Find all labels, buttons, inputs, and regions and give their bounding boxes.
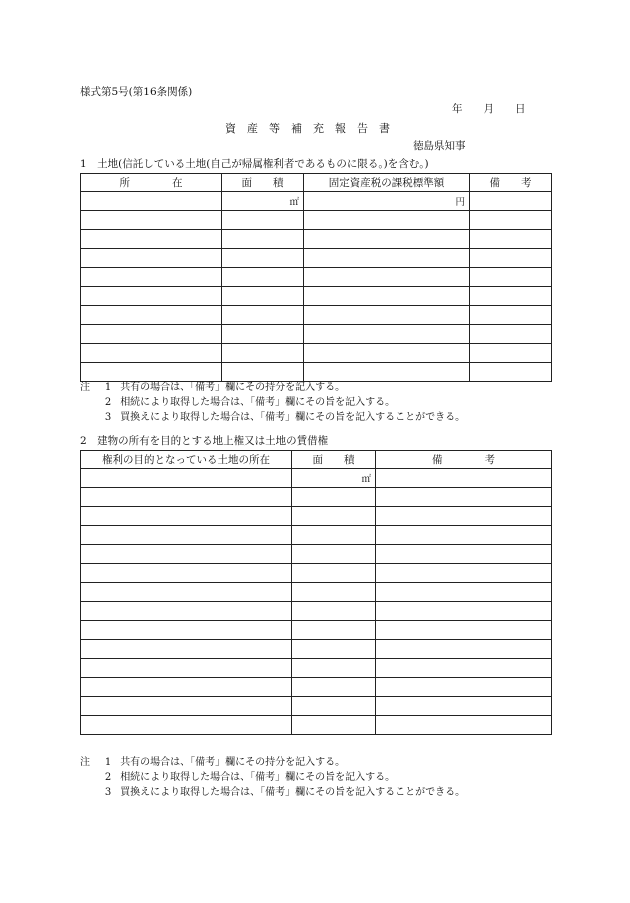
lease-remarks-cell[interactable] <box>376 678 552 697</box>
note-item: 注 1 共有の場合は、「備考」欄にその持分を記入する。 <box>80 757 346 768</box>
table-row <box>81 325 552 344</box>
land-tax-cell[interactable] <box>304 287 470 306</box>
table-row <box>81 621 552 640</box>
lease-location-cell[interactable] <box>81 583 292 602</box>
header-location: 所 在 <box>81 174 222 192</box>
table-row <box>81 306 552 325</box>
header-area: 面 積 <box>222 174 304 192</box>
lease-area-cell[interactable] <box>292 545 376 564</box>
land-location-cell[interactable] <box>81 192 222 211</box>
land-table-header <box>81 174 552 192</box>
area-unit: ㎡ <box>289 197 299 208</box>
lease-remarks-cell[interactable] <box>376 488 552 507</box>
land-location-cell[interactable] <box>81 287 222 306</box>
lease-location-cell[interactable] <box>81 564 292 583</box>
lease-area-cell[interactable] <box>292 469 376 488</box>
land-remarks-cell[interactable] <box>470 344 552 363</box>
land-remarks-cell[interactable] <box>470 268 552 287</box>
header-land-location: 権利の目的となっている土地の所在 <box>81 451 292 469</box>
lease-location-cell[interactable] <box>81 621 292 640</box>
lease-area-cell[interactable] <box>292 716 376 735</box>
note-item: 3 買換えにより取得した場合は、「備考」欄にその旨を記入することができる。 <box>104 787 466 798</box>
land-tax-cell[interactable] <box>304 268 470 287</box>
table-row <box>81 678 552 697</box>
lease-area-cell[interactable] <box>292 488 376 507</box>
note-item: 注 1 共有の場合は、「備考」欄にその持分を記入する。 <box>80 382 346 393</box>
section2-heading: 2 建物の所有を目的とする地上権又は土地の賃借権 <box>80 435 329 447</box>
land-area-cell[interactable] <box>222 249 304 268</box>
lease-remarks-cell[interactable] <box>376 564 552 583</box>
lease-remarks-cell[interactable] <box>376 507 552 526</box>
land-tax-cell[interactable] <box>304 211 470 230</box>
table-row <box>81 640 552 659</box>
land-table <box>80 173 552 382</box>
land-location-cell[interactable] <box>81 344 222 363</box>
lease-area-cell[interactable] <box>292 659 376 678</box>
land-location-cell[interactable] <box>81 306 222 325</box>
lease-location-cell[interactable] <box>81 507 292 526</box>
land-remarks-cell[interactable] <box>470 230 552 249</box>
lease-location-cell[interactable] <box>81 640 292 659</box>
lease-location-cell[interactable] <box>81 678 292 697</box>
table-row <box>81 697 552 716</box>
land-remarks-cell[interactable] <box>470 306 552 325</box>
lease-area-cell[interactable] <box>292 697 376 716</box>
lease-remarks-cell[interactable] <box>376 583 552 602</box>
land-remarks-cell[interactable] <box>470 192 552 211</box>
land-tax-cell[interactable] <box>304 230 470 249</box>
land-remarks-cell[interactable] <box>470 325 552 344</box>
leasehold-table-header <box>81 451 552 469</box>
lease-area-cell[interactable] <box>292 621 376 640</box>
note-label: 注 <box>80 382 90 393</box>
note-label: 注 <box>80 757 90 768</box>
table-row <box>81 545 552 564</box>
yen-unit: 円 <box>455 197 465 208</box>
land-area-cell[interactable] <box>222 306 304 325</box>
land-location-cell[interactable] <box>81 230 222 249</box>
table-row <box>81 211 552 230</box>
land-area-cell[interactable] <box>222 230 304 249</box>
header-area: 面 積 <box>292 451 376 469</box>
land-tax-cell[interactable] <box>304 306 470 325</box>
table-row <box>81 192 552 211</box>
land-area-cell[interactable] <box>222 325 304 344</box>
lease-remarks-cell[interactable] <box>376 640 552 659</box>
lease-location-cell[interactable] <box>81 469 292 488</box>
lease-location-cell[interactable] <box>81 526 292 545</box>
table-row <box>81 287 552 306</box>
land-remarks-cell[interactable] <box>470 249 552 268</box>
land-location-cell[interactable] <box>81 363 222 382</box>
notes-section1 <box>80 380 465 425</box>
table-row <box>81 230 552 249</box>
lease-location-cell[interactable] <box>81 602 292 621</box>
header-remarks: 備 考 <box>376 451 552 469</box>
land-tax-cell[interactable] <box>304 249 470 268</box>
note-item: 3 買換えにより取得した場合は、「備考」欄にその旨を記入することができる。 <box>104 412 466 423</box>
date-line: 年 月 日 <box>452 103 526 115</box>
header-tax-base: 固定資産税の課税標準額 <box>304 174 470 192</box>
lease-location-cell[interactable] <box>81 659 292 678</box>
section1-heading: 1 土地(信託している土地(自己が帰属権利者であるものに限る。)を含む。) <box>80 158 429 170</box>
land-area-cell[interactable] <box>222 287 304 306</box>
lease-remarks-cell[interactable] <box>376 469 552 488</box>
land-area-cell[interactable] <box>222 192 304 211</box>
lease-remarks-cell[interactable] <box>376 716 552 735</box>
lease-remarks-cell[interactable] <box>376 621 552 640</box>
table-row <box>81 659 552 678</box>
page-title: 資 産 等 補 充 報 告 書 <box>225 122 390 135</box>
table-row <box>81 583 552 602</box>
lease-location-cell[interactable] <box>81 488 292 507</box>
lease-remarks-cell[interactable] <box>376 526 552 545</box>
lease-area-cell[interactable] <box>292 678 376 697</box>
land-tax-cell[interactable] <box>304 363 470 382</box>
table-row <box>81 716 552 735</box>
land-area-cell[interactable] <box>222 211 304 230</box>
table-row <box>81 507 552 526</box>
addressee: 徳島県知事 <box>413 140 466 152</box>
lease-remarks-cell[interactable] <box>376 697 552 716</box>
lease-location-cell[interactable] <box>81 716 292 735</box>
land-tax-cell[interactable] <box>304 344 470 363</box>
land-tax-cell[interactable] <box>304 325 470 344</box>
land-tax-cell[interactable] <box>304 192 470 211</box>
leasehold-table <box>80 450 552 735</box>
land-location-cell[interactable] <box>81 325 222 344</box>
land-location-cell[interactable] <box>81 211 222 230</box>
area-unit: ㎡ <box>361 474 371 485</box>
lease-remarks-cell[interactable] <box>376 659 552 678</box>
lease-area-cell[interactable] <box>292 640 376 659</box>
lease-remarks-cell[interactable] <box>376 602 552 621</box>
land-remarks-cell[interactable] <box>470 287 552 306</box>
lease-area-cell[interactable] <box>292 564 376 583</box>
note-item: 2 相続により取得した場合は、「備考」欄にその旨を記入する。 <box>104 397 396 408</box>
table-row <box>81 249 552 268</box>
notes-section2 <box>80 755 465 800</box>
form-label: 様式第5号(第16条関係) <box>80 86 193 98</box>
lease-area-cell[interactable] <box>292 507 376 526</box>
lease-remarks-cell[interactable] <box>376 545 552 564</box>
table-row <box>81 488 552 507</box>
lease-area-cell[interactable] <box>292 602 376 621</box>
table-row <box>81 564 552 583</box>
land-location-cell[interactable] <box>81 249 222 268</box>
lease-area-cell[interactable] <box>292 526 376 545</box>
lease-location-cell[interactable] <box>81 697 292 716</box>
table-row <box>81 363 552 382</box>
table-row <box>81 469 552 488</box>
header-remarks: 備 考 <box>470 174 552 192</box>
table-row <box>81 268 552 287</box>
land-remarks-cell[interactable] <box>470 363 552 382</box>
land-location-cell[interactable] <box>81 268 222 287</box>
lease-area-cell[interactable] <box>292 583 376 602</box>
table-row <box>81 344 552 363</box>
land-area-cell[interactable] <box>222 268 304 287</box>
note-item: 2 相続により取得した場合は、「備考」欄にその旨を記入する。 <box>104 772 396 783</box>
table-row <box>81 602 552 621</box>
table-row <box>81 526 552 545</box>
land-area-cell[interactable] <box>222 344 304 363</box>
land-remarks-cell[interactable] <box>470 211 552 230</box>
land-area-cell[interactable] <box>222 363 304 382</box>
lease-location-cell[interactable] <box>81 545 292 564</box>
